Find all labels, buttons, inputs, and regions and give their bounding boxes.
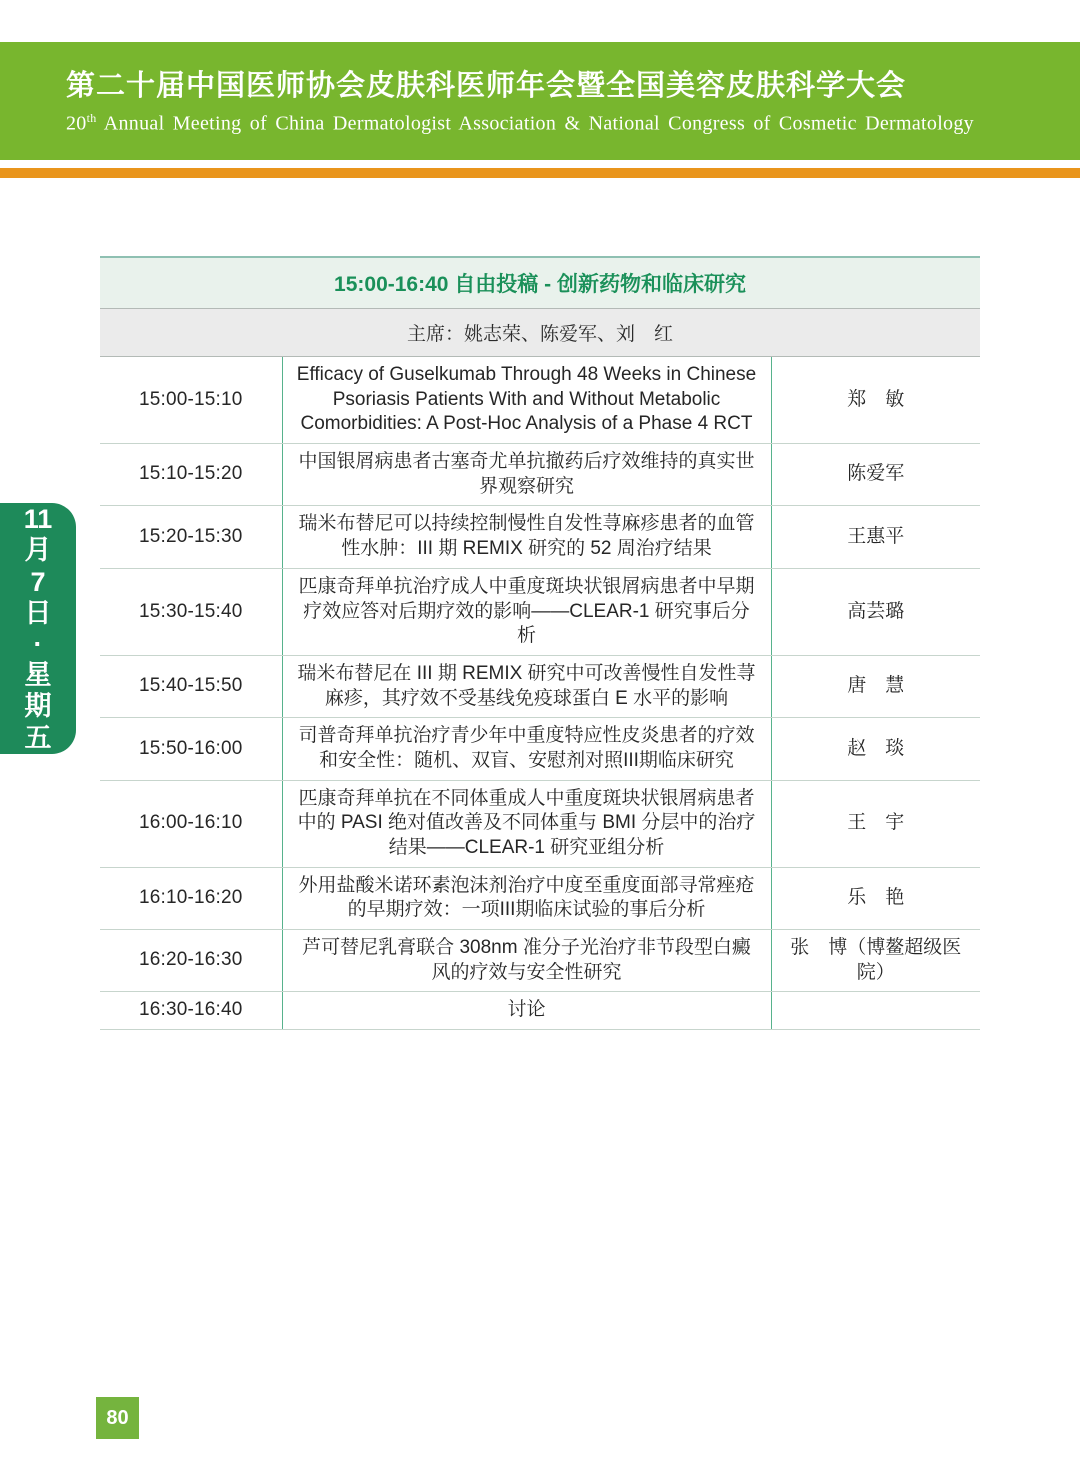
conference-title-cn: 第二十届中国医师协会皮肤科医师年会暨全国美容皮肤科学大会 xyxy=(66,70,907,102)
time-cell: 15:00-15:10 xyxy=(100,357,282,444)
talk-title-cell: Efficacy of Guselkumab Through 48 Weeks in Chinese Psoriasis Patients With and Without Metabolic Comorbidities: A Post-Hoc Analysis of a Phase 4 RCT xyxy=(282,357,771,444)
date-tab-char: 期 xyxy=(24,691,52,722)
speaker-cell: 赵 琰 xyxy=(771,718,980,780)
session-header-row xyxy=(100,257,980,309)
schedule-row xyxy=(100,992,980,1030)
schedule-section xyxy=(100,256,980,1030)
time-cell: 16:20-16:30 xyxy=(100,930,282,992)
schedule-row xyxy=(100,930,980,992)
page-number-badge: 80 xyxy=(96,1397,139,1439)
speaker-cell: 张 博（博鳌超级医院） xyxy=(771,930,980,992)
schedule-row xyxy=(100,357,980,444)
date-tab-char: 月 xyxy=(24,535,52,566)
date-tab-char: 7 xyxy=(30,566,46,597)
speaker-cell: 唐 慧 xyxy=(771,655,980,717)
speaker-cell xyxy=(771,992,980,1030)
session-title: 15:00-16:40 自由投稿 - 创新药物和临床研究 xyxy=(100,257,980,309)
speaker-cell: 乐 艳 xyxy=(771,867,980,929)
accent-divider-bar xyxy=(0,168,1080,178)
conference-title-en xyxy=(66,111,1080,136)
time-cell: 16:30-16:40 xyxy=(100,992,282,1030)
talk-title-cell: 匹康奇拜单抗治疗成人中重度斑块状银屑病患者中早期疗效应答对后期疗效的影响——CLEAR-1 研究事后分析 xyxy=(282,568,771,655)
schedule-row xyxy=(100,506,980,568)
schedule-row xyxy=(100,655,980,717)
conference-banner xyxy=(0,42,1080,160)
session-chairs: 主席：姚志荣、陈爱军、刘 红 xyxy=(100,309,980,357)
time-cell: 15:30-15:40 xyxy=(100,568,282,655)
time-cell: 15:10-15:20 xyxy=(100,444,282,506)
speaker-cell: 郑 敏 xyxy=(771,357,980,444)
speaker-cell: 王 宇 xyxy=(771,780,980,867)
session-chairs-row xyxy=(100,309,980,357)
talk-title-cell: 外用盐酸米诺环素泡沫剂治疗中度至重度面部寻常痤疮的早期疗效：一项III期临床试验的事后分析 xyxy=(282,867,771,929)
time-cell: 16:10-16:20 xyxy=(100,867,282,929)
talk-title-cell: 瑞米布替尼可以持续控制慢性自发性荨麻疹患者的血管性水肿：III 期 REMIX 研究的 52 周治疗结果 xyxy=(282,506,771,568)
schedule-row xyxy=(100,568,980,655)
time-cell: 15:40-15:50 xyxy=(100,655,282,717)
conference-title-en-ordinal: th xyxy=(86,111,97,126)
talk-title-cell: 芦可替尼乳膏联合 308nm 准分子光治疗非节段型白癜风的疗效与安全性研究 xyxy=(282,930,771,992)
time-cell: 15:20-15:30 xyxy=(100,506,282,568)
schedule-table xyxy=(100,256,980,1030)
talk-title-cell: 匹康奇拜单抗在不同体重成人中重度斑块状银屑病患者中的 PASI 绝对值改善及不同体重与 BMI 分层中的治疗结果——CLEAR-1 研究亚组分析 xyxy=(282,780,771,867)
conference-title-en-num: 20 xyxy=(66,112,87,135)
date-tab-char: 11 xyxy=(23,504,53,535)
date-tab-char: 日 xyxy=(24,597,52,628)
schedule-row xyxy=(100,718,980,780)
date-tab-char: · xyxy=(33,629,43,659)
speaker-cell: 王惠平 xyxy=(771,506,980,568)
talk-title-cell: 中国银屑病患者古塞奇尤单抗撤药后疗效维持的真实世界观察研究 xyxy=(282,444,771,506)
date-tab xyxy=(0,503,76,754)
talk-title-cell: 司普奇拜单抗治疗青少年中重度特应性皮炎患者的疗效和安全性：随机、双盲、安慰剂对照III期临床研究 xyxy=(282,718,771,780)
time-cell: 16:00-16:10 xyxy=(100,780,282,867)
schedule-row xyxy=(100,444,980,506)
speaker-cell: 陈爱军 xyxy=(771,444,980,506)
conference-title-en-text: Annual Meeting of China Dermatologist Association & National Congress of Cosmetic Dermatology xyxy=(96,112,974,135)
time-cell: 15:50-16:00 xyxy=(100,718,282,780)
speaker-cell: 高芸璐 xyxy=(771,568,980,655)
schedule-row xyxy=(100,867,980,929)
talk-title-cell: 讨论 xyxy=(282,992,771,1030)
date-tab-char: 星 xyxy=(24,660,52,691)
date-tab-char: 五 xyxy=(24,722,52,753)
talk-title-cell: 瑞米布替尼在 III 期 REMIX 研究中可改善慢性自发性荨麻疹，其疗效不受基线免疫球蛋白 E 水平的影响 xyxy=(282,655,771,717)
schedule-row xyxy=(100,780,980,867)
